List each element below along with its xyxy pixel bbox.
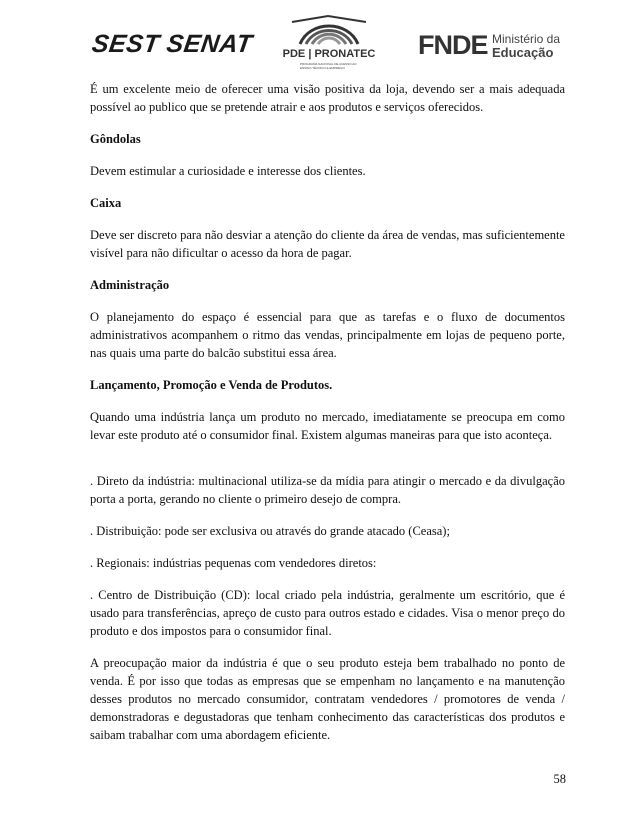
list-item-direto: . Direto da indústria: multinacional utiliza-se da mídia para atingir o mercado e da divulgação porta a porta, gerando no cliente o primeiro desejo de compra. — [90, 474, 565, 506]
list-item-distribuicao: . Distribuição: pode ser exclusiva ou através do grande atacado (Ceasa); — [90, 524, 450, 538]
lancamento-heading: Lançamento, Promoção e Venda de Produtos. — [90, 378, 333, 392]
list-item-centro-distribuicao: . Centro de Distribuição (CD): local criado pela indústria, geralmente um escritório, que é usado para transferências, apreço de custo para outros estado e cidades. Visa o menor preço do produto e dos impostos para o consumidor final. — [90, 588, 565, 638]
pronatec-label: PDE | PRONATEC — [282, 48, 376, 60]
caixa-heading: Caixa — [90, 196, 122, 210]
administracao-paragraph: O planejamento do espaço é essencial para que as tarefas e o fluxo de documentos administrativos acompanhem o ritmo das vendas, principalmente em lojas de pequeno porte, nas quais uma parte do balcão substitui essa área. — [90, 310, 565, 360]
gondolas-heading: Gôndolas — [90, 132, 141, 146]
page-body — [90, 80, 565, 744]
fnde-logo: FNDE — [418, 30, 488, 60]
ministerio-educacao-logo — [492, 32, 560, 60]
intro-paragraph: É um excelente meio de oferecer uma visão positiva da loja, devendo ser a mais adequada possível ao publico que se pretende atrair e aos produtos e serviços oferecidos. — [90, 82, 565, 114]
pronatec-subtitle: PROGRAMA NACIONAL DE ACESSO AO ENSINO TÉCNICO E EMPREGO — [300, 62, 357, 70]
lancamento-paragraph: Quando uma indústria lança um produto no mercado, imediatamente se preocupa em como levar este produto até o consumidor final. Existem algumas maneiras para que isto aconteça. — [90, 410, 565, 442]
administracao-heading: Administração — [90, 278, 170, 292]
mec-logo-line2: Educação — [492, 45, 554, 60]
caixa-paragraph: Deve ser discreto para não desviar a atenção do cliente da área de vendas, mas suficientemente visível para não dificultar o acesso da hora de pagar. — [90, 228, 565, 260]
gondolas-paragraph: Devem estimular a curiosidade e interesse dos clientes. — [90, 164, 366, 178]
page-header — [0, 0, 638, 78]
sest-senat-logo: SEST SENAT — [90, 30, 255, 58]
list-item-regionais: . Regionais: indústrias pequenas com vendedores diretos: — [90, 556, 377, 570]
page-number: 58 — [553, 772, 566, 786]
mec-logo-line1: Ministério da — [492, 32, 561, 46]
conclusion-paragraph: A preocupação maior da indústria é que o seu produto esteja bem trabalhado no ponto de venda. É por isso que todas as empresas que se empenham no lançamento e na manutenção desses produtos no mercado consumidor, contratam vendedores / promotores de venda / demonstradoras e degustadoras que tenham conhecimento das características dos produtos e saibam trabalhar com uma abordagem eficiente. — [90, 656, 565, 742]
pronatec-emblem-icon — [270, 14, 388, 48]
pronatec-logo — [270, 14, 388, 74]
